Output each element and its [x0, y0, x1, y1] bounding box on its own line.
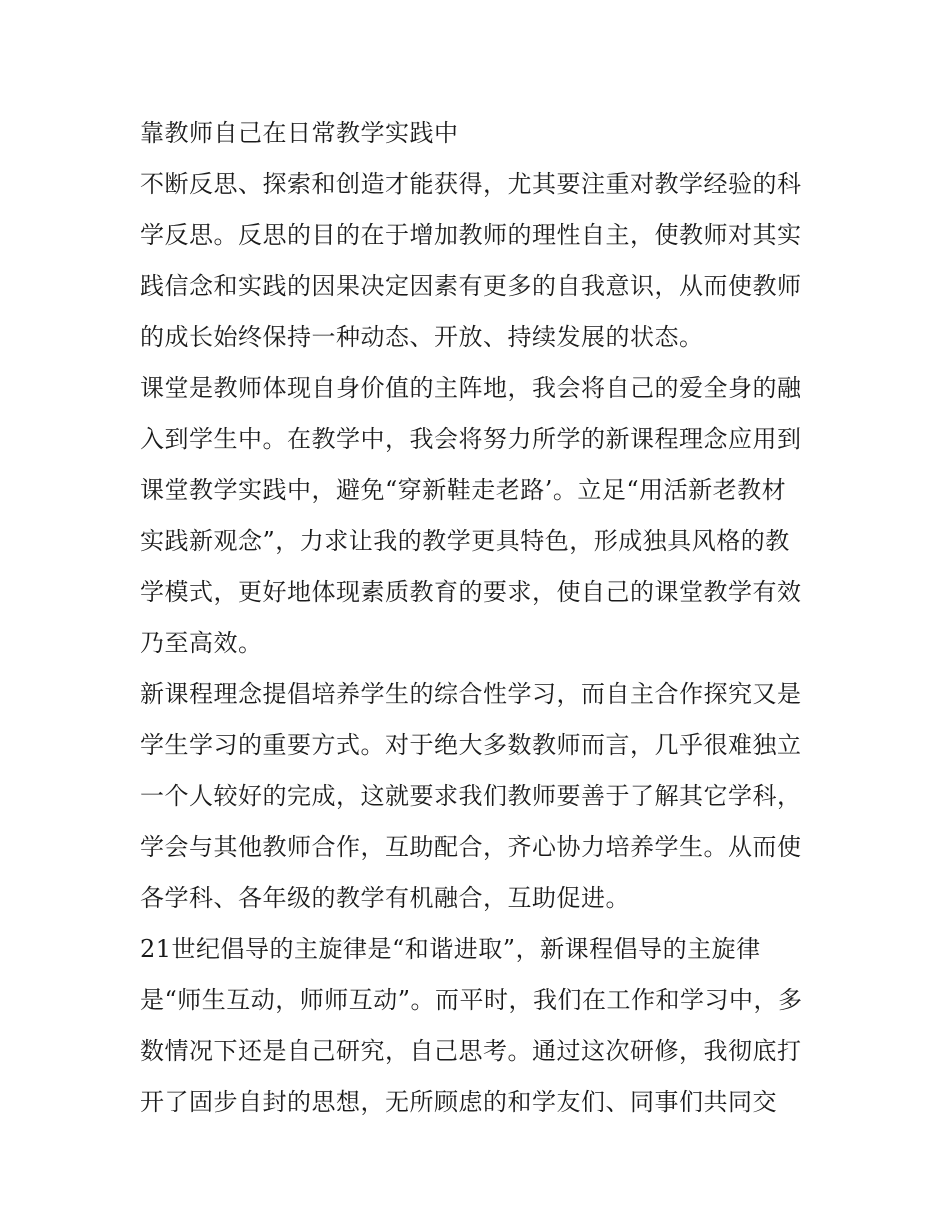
text-line: 21世纪倡导的主旋律是“和谐进取”，新课程倡导的主旋律	[140, 935, 761, 963]
text-line: 学生学习的重要方式。对于绝大多数教师而言，几乎很难独立	[140, 731, 802, 759]
text-line: 开了固步自封的思想，无所顾虑的和学友们、同事们共同交	[140, 1088, 777, 1116]
text-line: 是“师生互动，师师互动”。而平时，我们在工作和学习中，多	[140, 986, 803, 1014]
text-line: 乃至高效。	[140, 629, 263, 657]
text-line: 一个人较好的完成，这就要求我们教师要善于了解其它学科，	[140, 782, 802, 810]
text-line: 入到学生中。在教学中，我会将努力所学的新课程理念应用到	[140, 425, 802, 453]
text-line: 学模式，更好地体现素质教育的要求，使自己的课堂教学有效	[140, 578, 802, 606]
text-line: 不断反思、探索和创造才能获得，尤其要注重对教学经验的科	[140, 170, 802, 198]
text-line: 课堂教学实践中，避免“穿新鞋走老路’。立足“用活新老教材	[140, 476, 787, 504]
text-line: 践信念和实践的因果决定因素有更多的自我意识，从而使教师	[140, 272, 802, 300]
text-line: 各学科、各年级的教学有机融合，互助促进。	[140, 884, 630, 912]
body-text	[140, 108, 820, 1128]
text-line: 实践新观念”，力求让我的教学更具特色，形成独具风格的教	[140, 527, 790, 555]
text-line: 靠教师自己在日常教学实践中	[140, 119, 459, 147]
text-line: 的成长始终保持一种动态、开放、持续发展的状态。	[140, 323, 704, 351]
text-line: 新课程理念提倡培养学生的综合性学习，而自主合作探究又是	[140, 680, 802, 708]
text-line: 学反思。反思的目的在于增加教师的理性自主，使教师对其实	[140, 221, 802, 249]
text-line: 学会与其他教师合作，互助配合，齐心协力培养学生。从而使	[140, 833, 802, 861]
text-line: 课堂是教师体现自身价值的主阵地，我会将自己的爱全身的融	[140, 374, 802, 402]
text-line: 数情况下还是自己研究，自己思考。通过这次研修，我彻底打	[140, 1037, 802, 1065]
